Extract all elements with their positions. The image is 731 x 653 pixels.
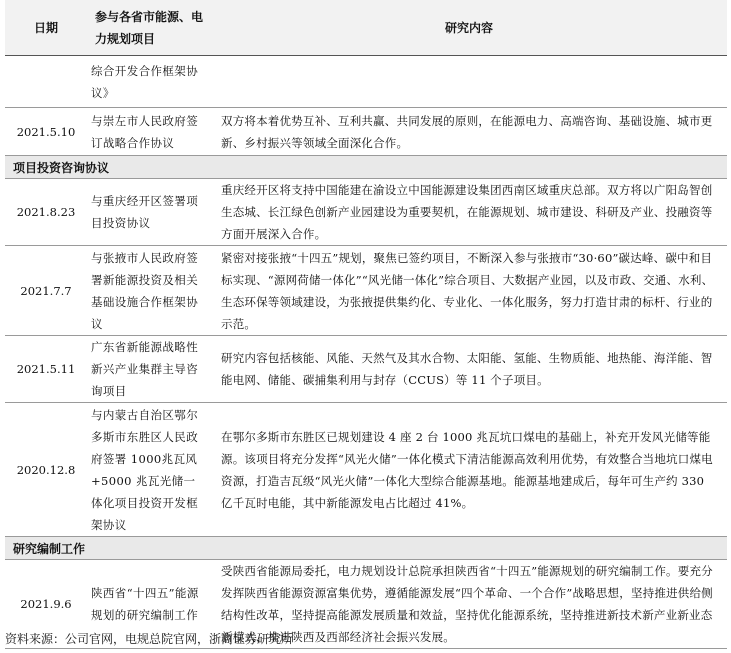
row-project: 综合开发合作框架协议》 bbox=[87, 56, 211, 108]
header-project: 参与各省市能源、电力规划项目 bbox=[87, 0, 211, 56]
section-title: 项目投资咨询协议 bbox=[5, 156, 727, 179]
row-content: 重庆经开区将支持中国能建在渝设立中国能源建设集团西南区域重庆总部。双方将以广阳岛智创生态城、长江绿色创新产业园建设为重要契机，在能源规划、城市建设、科研及产业、投融资等方面开展深入合作。 bbox=[211, 179, 727, 246]
row-project: 与崇左市人民政府签订战略合作协议 bbox=[87, 108, 211, 156]
row-content: 研究内容包括核能、风能、天然气及其水合物、太阳能、氢能、生物质能、地热能、海洋能、智能电网、储能、碳捕集利用与封存（CCUS）等 11 个子项目。 bbox=[211, 336, 727, 403]
row-content: 紧密对接张掖“十四五”规划，聚焦已签约项目，不断深入参与张掖市“30·60”碳达峰、碳中和目标实现、“源网荷储一体化”“风光储一体化”综合项目、大数据产业园，以及市政、交通、水利、生态环保等领域建设，为张掖提供集约化、专业化、一体化服务，努力打造甘肃的标杆、行业的示范。 bbox=[211, 246, 727, 336]
row-project: 广东省新能源战略性新兴产业集群主导咨询项目 bbox=[87, 336, 211, 403]
projects-table bbox=[5, 0, 727, 649]
table-row bbox=[5, 246, 727, 336]
section-title: 研究编制工作 bbox=[5, 537, 727, 560]
row-date: 2021.8.23 bbox=[5, 179, 87, 246]
row-project: 陕西省“十四五”能源规划的研究编制工作 bbox=[87, 560, 211, 649]
row-content: 受陕西省能源局委托，电力规划设计总院承担陕西省“十四五”能源规划的研究编制工作。要充分发挥陕西省能源资源富集优势，遵循能源发展“四个革命、一个合作”战略思想，坚持推进供给侧结构性改革，坚持提高能源发展质量和效益，坚持优化能源系统，坚持推进新技术新产业新业态新模式，推进陕西及西部经济社会振兴发展。 bbox=[211, 560, 727, 649]
header-date: 日期 bbox=[5, 0, 87, 56]
table-header bbox=[5, 0, 727, 56]
section-header-research bbox=[5, 537, 727, 560]
row-date: 2020.12.8 bbox=[5, 403, 87, 537]
row-date: 2021.5.11 bbox=[5, 336, 87, 403]
row-content: 在鄂尔多斯市东胜区已规划建设 4 座 2 台 1000 兆瓦坑口煤电的基础上，补充开发风光储等能源。该项目将充分发挥“风光火储”一体化模式下清洁能源高效利用优势，有效整合当地坑口煤电资源，打造吉瓦级“风光火储”一体化大型综合能源基地。能源基地建成后，每年可生产约 330 亿千瓦时电能，其中新能源发电占比超过 41%。 bbox=[211, 403, 727, 537]
table-row bbox=[5, 336, 727, 403]
row-project: 与重庆经开区签署项目投资协议 bbox=[87, 179, 211, 246]
row-date bbox=[5, 56, 87, 108]
table-row bbox=[5, 108, 727, 156]
row-project: 与内蒙古自治区鄂尔多斯市东胜区人民政府签署 1000兆瓦风+5000 兆瓦光储一体化项目投资开发框架协议 bbox=[87, 403, 211, 537]
row-content: 双方将本着优势互补、互利共赢、共同发展的原则，在能源电力、高端咨询、基础设施、城市更新、乡村振兴等领域全面深化合作。 bbox=[211, 108, 727, 156]
table-row bbox=[5, 56, 727, 108]
section-header-investment bbox=[5, 156, 727, 179]
table-row bbox=[5, 179, 727, 246]
source-note: 资料来源：公司官网，电规总院官网，浙商证券研究所 bbox=[5, 632, 294, 646]
row-project: 与张掖市人民政府签署新能源投资及相关基础设施合作框架协议 bbox=[87, 246, 211, 336]
row-date: 2021.5.10 bbox=[5, 108, 87, 156]
row-content bbox=[211, 56, 727, 108]
row-date: 2021.9.6 bbox=[5, 560, 87, 649]
table-row bbox=[5, 403, 727, 537]
row-date: 2021.7.7 bbox=[5, 246, 87, 336]
header-content: 研究内容 bbox=[211, 0, 727, 56]
